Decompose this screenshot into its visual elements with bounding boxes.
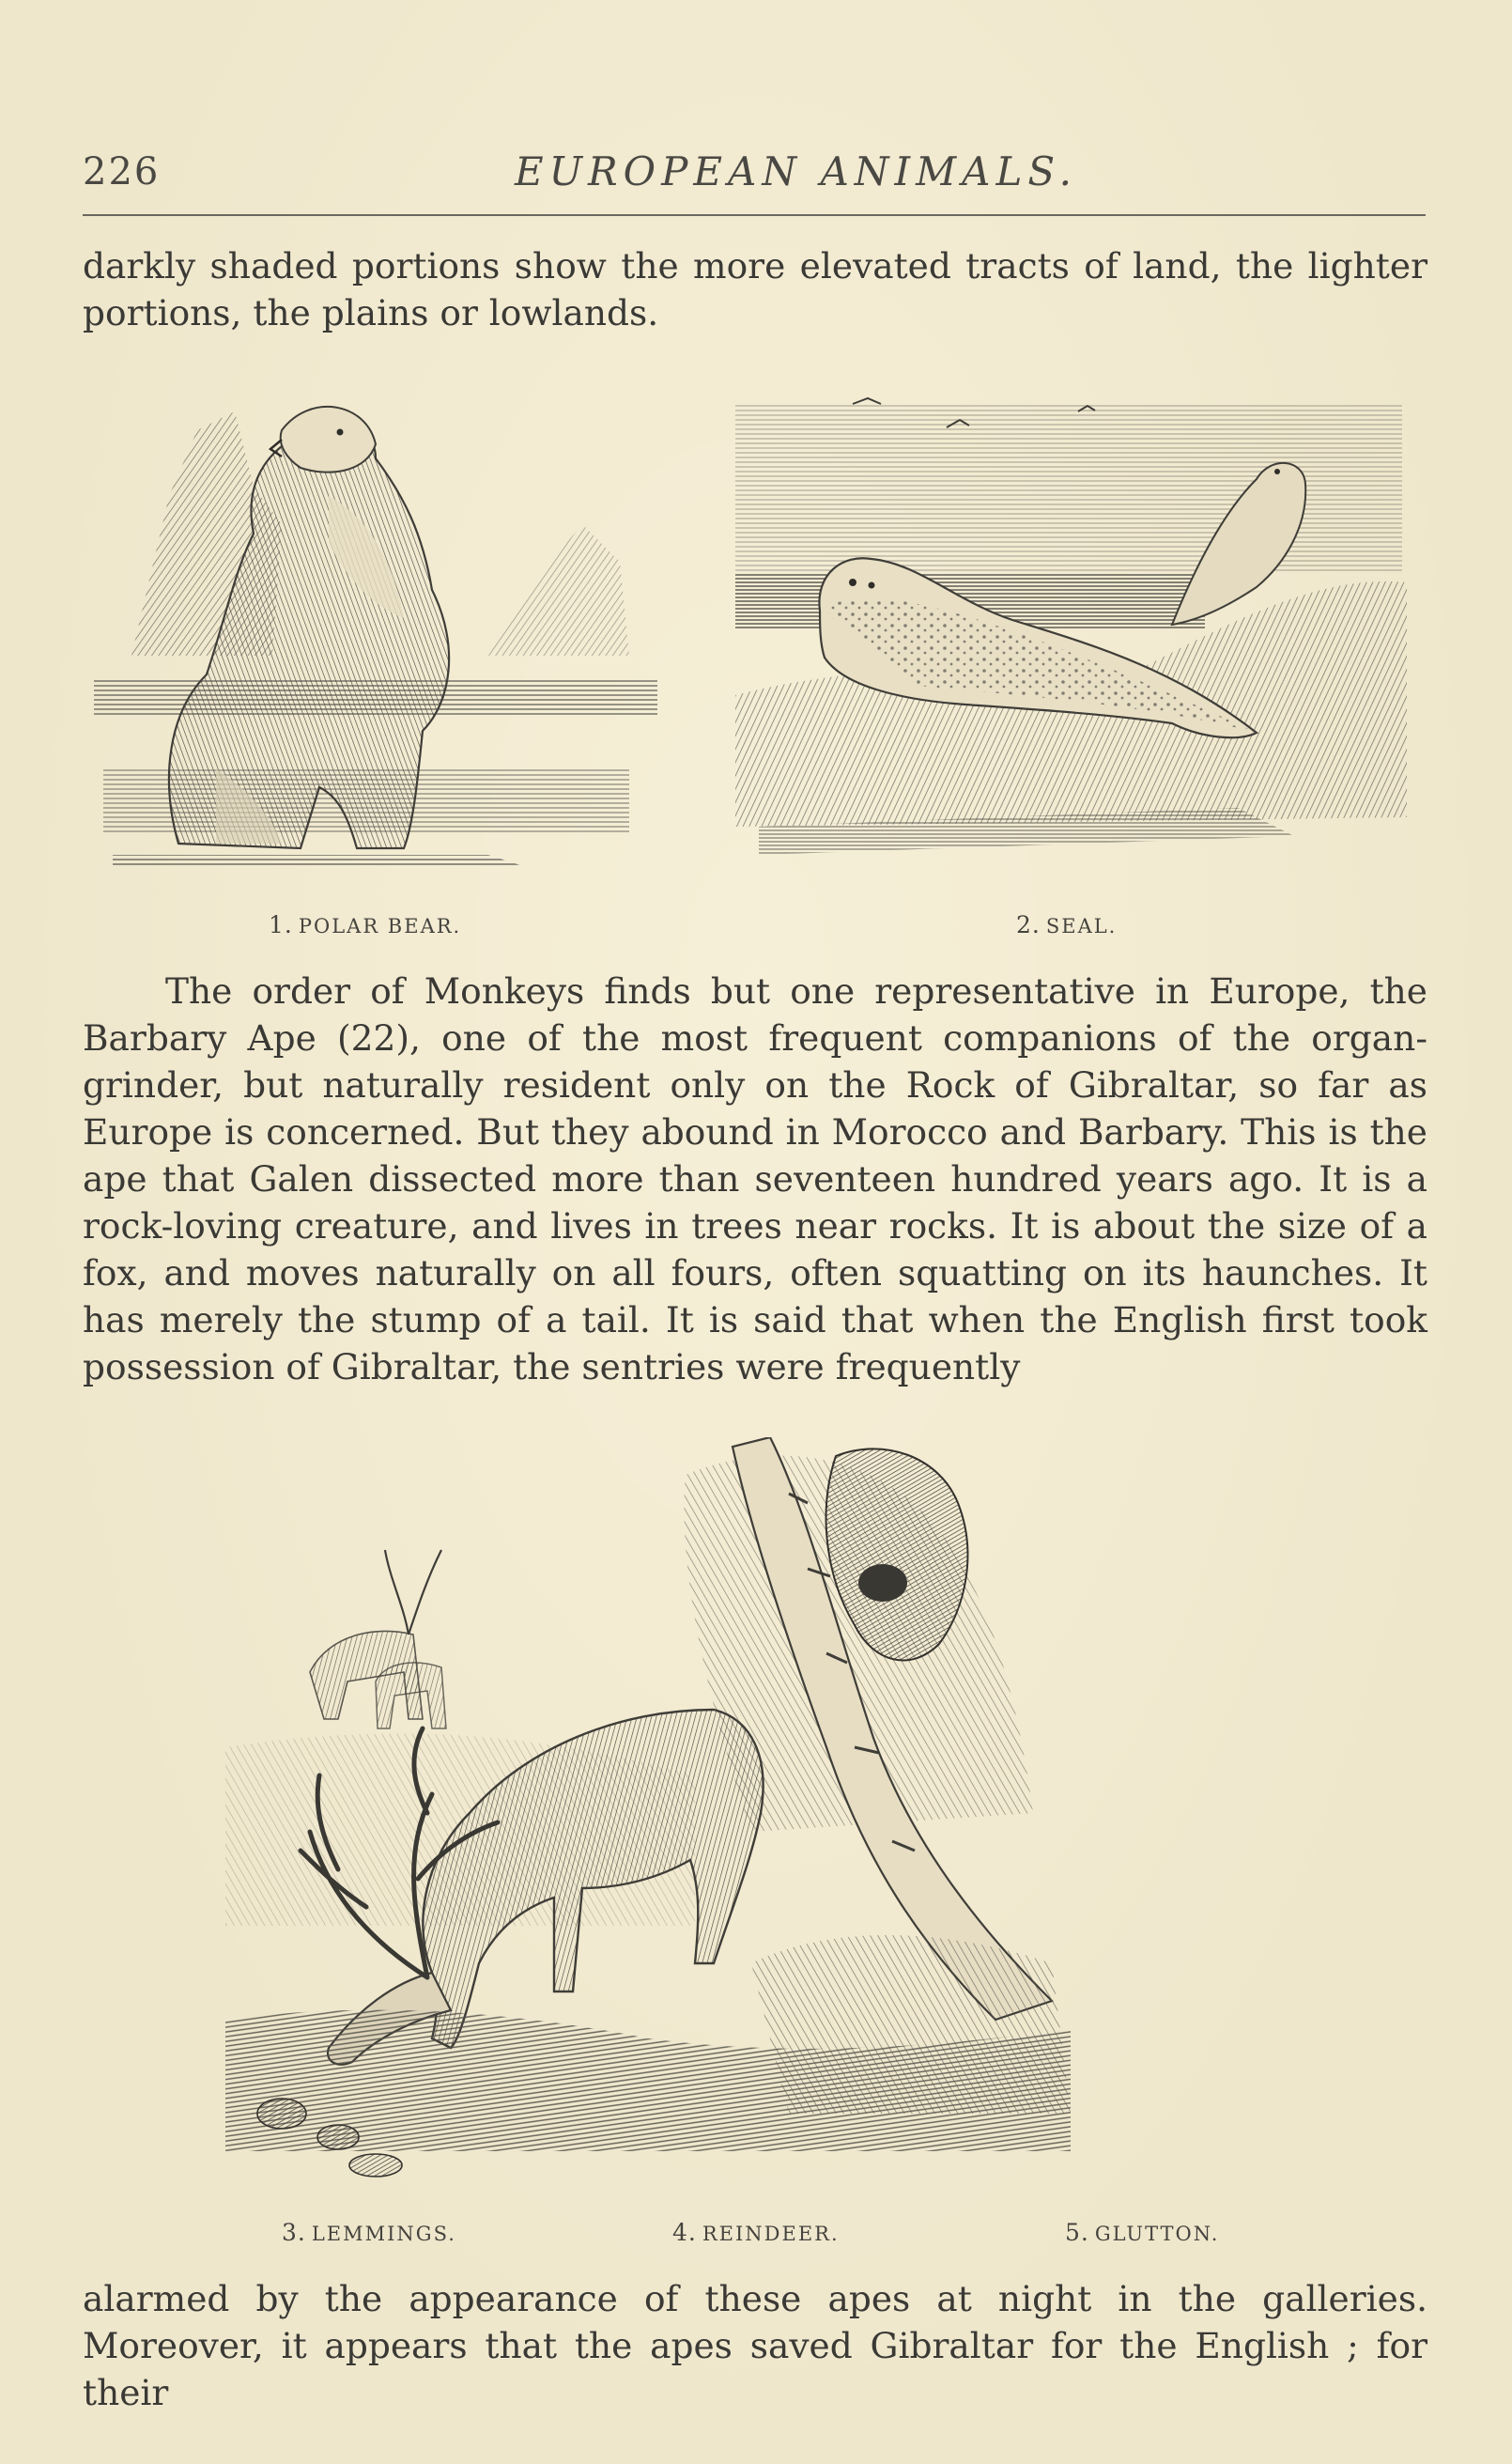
caption-number: 3. [282,2219,306,2246]
paragraph-closing: alarmed by the appearance of these apes at night in the galleries. Moreover, it appears that the apes saved Gibraltar for the English ; for their [83,2278,1427,2413]
paragraph-monkeys: The order of Monkeys finds but one representative in Europe, the Barbary Ape (22), one of the most frequent companions of the organ-grinder, but naturally resident only on the Rock of Gibraltar, so far as Europe is concerned. But they abound in Morocco and Barbary. This is the ape that Galen dissected more than seventeen hundred years ago. It is a rock-loving creature, and lives in trees near rocks. It is about the size of a fox, and moves naturally on all fours, often squatting on its haunches. It has merely the stump of a tail. It is said that when the English first took possession of Gibraltar, the sentries were frequently [83,970,1427,1387]
caption-text: GLUTTON. [1094,2223,1220,2245]
running-title: EUROPEAN ANIMALS. [515,148,1077,194]
figure-seal [731,385,1416,892]
figure-polar-bear [94,374,657,891]
caption-text: LEMMINGS. [311,2223,456,2245]
figure-reindeer-scene [225,1437,1296,2208]
paragraph-opening: darkly shaded portions show the more elevated tracts of land, the lighter portions, the plains or lowlands. [83,245,1427,333]
caption-reindeer [672,2219,840,2246]
caption-seal [1016,911,1117,938]
caption-number: 1. [269,911,293,938]
caption-text: SEAL. [1045,915,1118,938]
caption-text: POLAR BEAR. [298,915,462,938]
caption-glutton [1065,2219,1219,2246]
caption-number: 2. [1016,911,1041,938]
caption-polar-bear [269,911,461,938]
caption-number: 4. [672,2219,697,2246]
reindeer-scene-engraving [225,1437,1296,2208]
polar-bear-engraving [94,374,657,891]
caption-text: REINDEER. [702,2223,840,2245]
running-header [0,0,1512,216]
page-number: 226 [83,150,161,194]
header-rule [83,214,1426,216]
caption-lemmings [282,2219,456,2246]
seal-engraving [731,385,1416,892]
caption-number: 5. [1065,2219,1089,2246]
